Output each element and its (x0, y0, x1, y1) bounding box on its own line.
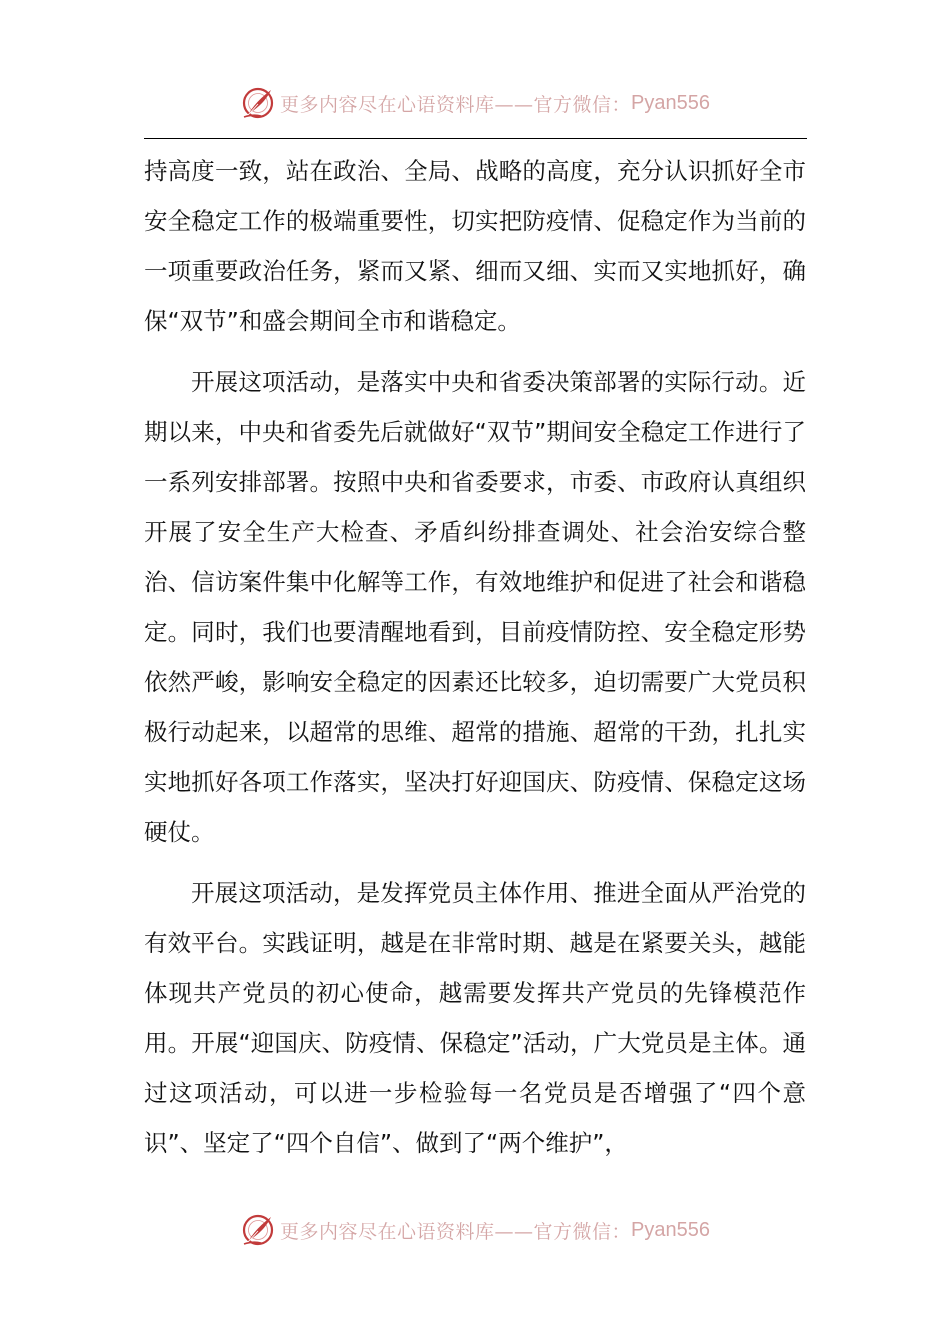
paragraph: 开展这项活动，是发挥党员主体作用、推进全面从严治党的有效平台。实践证明，越是在非常时期、越是在紧要关头，越能体现共产党员的初心使命，越需要发挥共产党员的先锋模范作用。开展“迎国庆、防疫情、保稳定”活动，广大党员是主体。通过这项活动，可以进一步检验每一名党员是否增强了“四个意识”、坚定了“四个自信”、做到了“两个维护”， (144, 879, 806, 1157)
paragraph-continuation: 持高度一致，站在政治、全局、战略的高度，充分认识抓好全市安全稳定工作的极端重要性，切实把防疫情、促稳定作为当前的一项重要政治任务，紧而又紧、细而又细、实而又实地抓好，确保“双节”和盛会期间全市和谐稳定。 (144, 157, 806, 335)
header-watermark (0, 83, 950, 123)
watermark-wechat-id: Pyan556 (631, 1218, 710, 1241)
watermark-text: 更多内容尽在心语资料库——官方微信： (280, 1220, 632, 1243)
header-divider (144, 138, 807, 139)
watermark-text: 更多内容尽在心语资料库——官方微信： (280, 93, 632, 116)
watermark-wechat-id: Pyan556 (631, 91, 710, 114)
quill-logo-icon (240, 1212, 276, 1248)
quill-logo-icon (240, 85, 276, 121)
paragraph: 开展这项活动，是落实中央和省委决策部署的实际行动。近期以来，中央和省委先后就做好“双节”期间安全稳定工作进行了一系列安排部署。按照中央和省委要求，市委、市政府认真组织开展了安全生产大检查、矛盾纠纷排查调处、社会治安综合整治、信访案件集中化解等工作，有效地维护和促进了社会和谐稳定。同时，我们也要清醒地看到，目前疫情防控、安全稳定形势依然严峻，影响安全稳定的因素还比较多，迫切需要广大党员积极行动起来，以超常的思维、超常的措施、超常的干劲，扎扎实实地抓好各项工作落实，坚决打好迎国庆、防疫情、保稳定这场硬仗。 (144, 368, 806, 846)
footer-watermark (0, 1210, 950, 1250)
document-body (144, 146, 806, 1168)
